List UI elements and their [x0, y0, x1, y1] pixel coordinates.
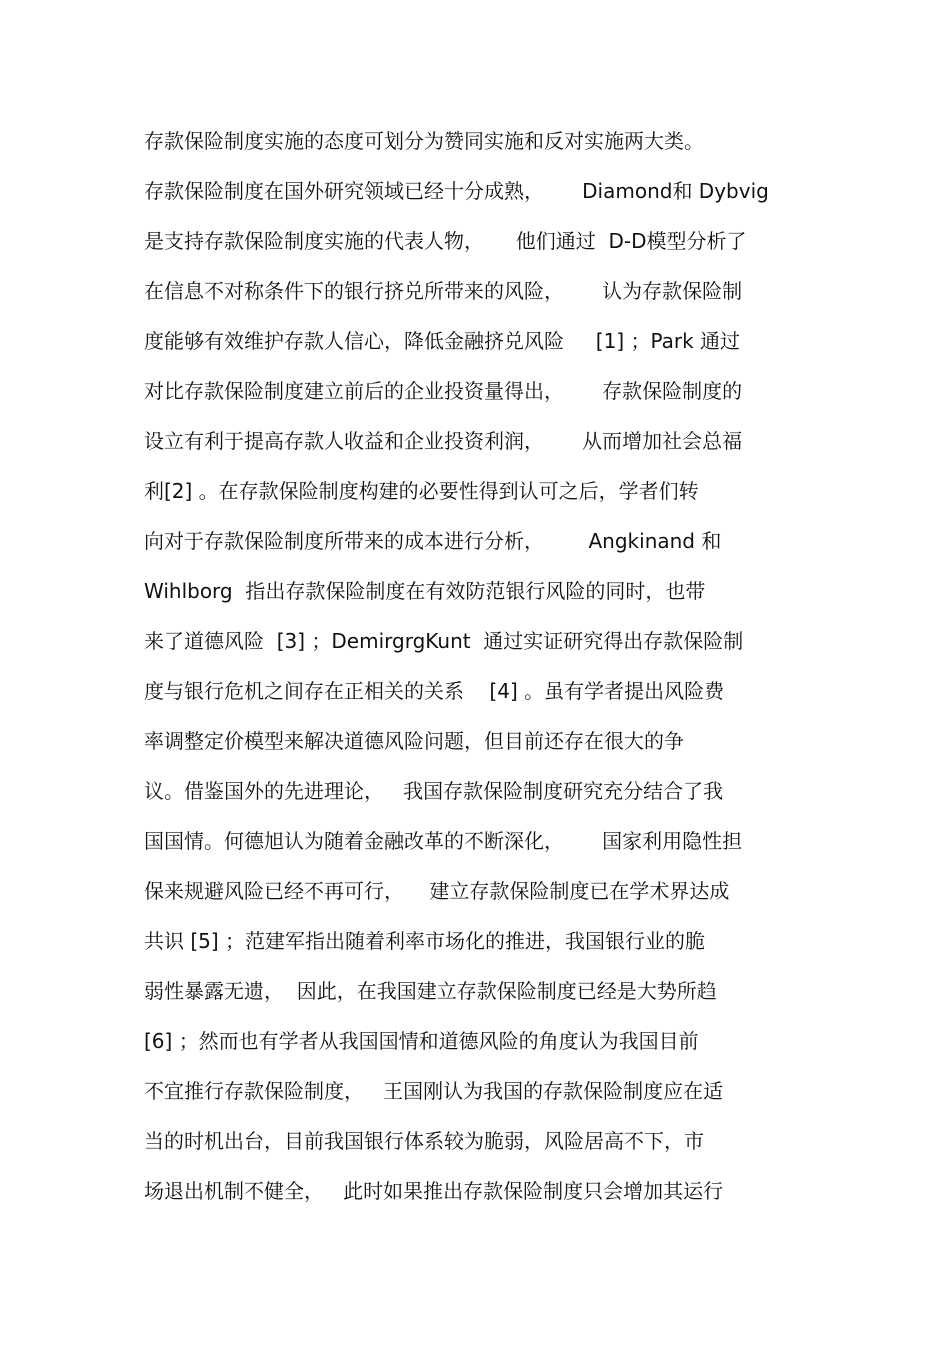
text-line: 议。借鉴国外的先进理论， 我国存款保险制度研究充分结合了我 [144, 779, 724, 803]
text-line: 存款保险制度实施的态度可划分为赞同实施和反对实施两大类。 [144, 129, 704, 153]
text-line: 是支持存款保险制度实施的代表人物， 他们通过 D-D模型分析了 [144, 229, 747, 253]
text-line: 对比存款保险制度建立前后的企业投资量得出， 存款保险制度的 [144, 379, 743, 403]
text-line: 存款保险制度在国外研究领域已经十分成熟， Diamond和 Dybvig [144, 179, 769, 203]
text-line: 不宜推行存款保险制度， 王国刚认为我国的存款保险制度应在适 [144, 1079, 724, 1103]
body-paragraph [144, 118, 824, 1218]
text-line: 当的时机出台，目前我国银行体系较为脆弱，风险居高不下，市 [144, 1129, 704, 1153]
text-line: [6] ；然而也有学者从我国国情和道德风险的角度认为我国目前 [144, 1029, 699, 1053]
text-line: 共识 [5] ；范建军指出随着利率市场化的推进，我国银行业的脆 [144, 929, 706, 953]
text-line: 度能够有效维护存款人信心，降低金融挤兑风险 [1] ；Park 通过 [144, 329, 741, 353]
text-line: 率调整定价模型来解决道德风险问题，但目前还存在很大的争 [144, 729, 684, 753]
text-line: 场退出机制不健全， 此时如果推出存款保险制度只会增加其运行 [144, 1179, 724, 1203]
text-line: 度与银行危机之间存在正相关的关系 [4] 。虽有学者提出风险费 [144, 679, 725, 703]
text-line: Wihlborg 指出存款保险制度在有效防范银行风险的同时，也带 [144, 579, 706, 603]
text-line: 弱性暴露无遗， 因此，在我国建立存款保险制度已经是大势所趋 [144, 979, 717, 1003]
text-line: 来了道德风险 [3] ；DemirgrgKunt 通过实证研究得出存款保险制 [144, 629, 744, 653]
text-line: 利[2] 。在存款保险制度构建的必要性得到认可之后，学者们转 [144, 479, 699, 503]
text-line: 在信息不对称条件下的银行挤兑所带来的风险， 认为存款保险制 [144, 279, 743, 303]
text-line: 国国情。何德旭认为随着金融改革的不断深化， 国家利用隐性担 [144, 829, 743, 853]
text-line: 设立有利于提高存款人收益和企业投资利润， 从而增加社会总福 [144, 429, 743, 453]
text-line: 保来规避风险已经不再可行， 建立存款保险制度已在学术界达成 [144, 879, 730, 903]
text-line: 向对于存款保险制度所带来的成本进行分析， Angkinand 和 [144, 529, 722, 553]
